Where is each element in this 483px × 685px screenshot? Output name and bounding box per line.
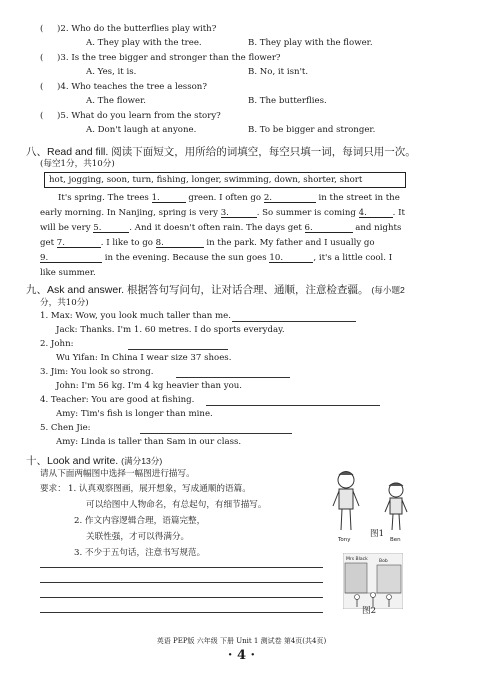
answer-line[interactable] bbox=[206, 405, 380, 406]
fig2-label-mrs-black: Mrs Black bbox=[346, 557, 368, 562]
section-9-header bbox=[26, 282, 405, 297]
figure-1-label: 图1 bbox=[370, 529, 385, 539]
section-number: 九、 bbox=[26, 284, 47, 296]
answer-paren[interactable]: ( ) bbox=[40, 53, 61, 63]
question-number: 4 bbox=[60, 82, 66, 92]
option-b: B. No, it isn't. bbox=[248, 67, 309, 77]
section-score: (每小题2 bbox=[371, 285, 405, 295]
boy-short-figure bbox=[385, 483, 407, 530]
passage-text: . So summer is coming bbox=[256, 208, 359, 218]
dialogue-answer: Amy: Linda is taller than Sam in our class. bbox=[56, 437, 242, 447]
section-number: 十、 bbox=[26, 455, 47, 467]
question-stem: Who teaches the tree a lesson? bbox=[71, 82, 207, 92]
dialogue-answer: Wu Yifan: In China I wear size 37 shoes. bbox=[56, 353, 232, 363]
section-title-en: Ask and answer. bbox=[47, 284, 125, 296]
section-10-intro: 请从下面两幅图中选择一幅图进行描写。 bbox=[40, 469, 195, 479]
question-row: ( )2. Who do the butterflies play with? bbox=[40, 24, 217, 34]
fill-blank[interactable]: 9. bbox=[40, 253, 102, 263]
req-2: 2. 作文内容逻辑合理，语篇完整， bbox=[74, 516, 206, 526]
dialogue-question: 3. Jim: You look so strong. bbox=[40, 367, 154, 377]
passage-line bbox=[40, 223, 401, 233]
passage-text: in the evening. Because the sun goes bbox=[102, 253, 270, 263]
passage-line bbox=[40, 253, 392, 263]
question-number: 5 bbox=[60, 111, 66, 121]
fill-blank[interactable]: 8. bbox=[156, 238, 204, 248]
passage-line bbox=[40, 208, 405, 218]
fill-blank[interactable]: 3. bbox=[221, 208, 257, 218]
passage-text: in the park. My father and I usually go bbox=[203, 238, 375, 248]
option-a: A. They play with the tree. bbox=[86, 38, 202, 48]
passage-text: in the street in the bbox=[315, 193, 400, 203]
fill-blank[interactable]: 6. bbox=[305, 223, 353, 233]
dialogue-question: 1. Max: Wow, you look much taller than me. bbox=[40, 311, 231, 321]
passage-text: like summer. bbox=[40, 268, 96, 278]
question-row: ( )4. Who teaches the tree a lesson? bbox=[40, 82, 207, 92]
answer-line[interactable] bbox=[232, 321, 356, 322]
req-1b: 可以给图中人物命名，有总起句，有细节描写。 bbox=[86, 500, 267, 510]
section-score: (满分13分) bbox=[121, 456, 163, 466]
boy-tall-figure bbox=[333, 472, 359, 531]
passage-text: , it's a little cool. I bbox=[313, 253, 393, 263]
passage-line bbox=[40, 268, 96, 278]
dialogue-question: 2. John: bbox=[40, 339, 74, 349]
answer-line[interactable] bbox=[140, 433, 292, 434]
passage-text: It's spring. The trees bbox=[58, 193, 152, 203]
fig2-label-bob: Bob bbox=[379, 559, 388, 564]
dialogue-answer: John: I'm 56 kg. I'm 4 kg heavier than you. bbox=[56, 381, 243, 391]
fill-blank[interactable]: 2. bbox=[264, 193, 316, 203]
passage-text: early morning. In Nanjing, spring is very bbox=[40, 208, 221, 218]
section-title-zh: 根据答句写问句，让对话合理、通顺，注意检查疆。 bbox=[126, 284, 369, 296]
passage-text: . And it doesn't often rain. The days get bbox=[129, 223, 305, 233]
writing-line[interactable] bbox=[40, 582, 323, 583]
passage-text: . It bbox=[392, 208, 405, 218]
writing-line[interactable] bbox=[40, 567, 323, 568]
question-number: 3 bbox=[60, 53, 66, 63]
footer-text: 英语 PEP版 六年级 下册 Unit 1 测试卷 第4页(共4页) bbox=[156, 637, 327, 645]
section-title-en: Look and write. bbox=[47, 455, 119, 467]
fig1-name-tony: Tony bbox=[338, 537, 351, 543]
dialogue-question: 4. Teacher: You are good at fishing. bbox=[40, 395, 195, 405]
question-number: 2 bbox=[60, 24, 66, 34]
section-title-zh: 阅读下面短文，用所给的词填空，每空只填一词，每词只用一次。 bbox=[111, 146, 416, 158]
answer-paren[interactable]: ( ) bbox=[40, 82, 61, 92]
figure-2-illustration bbox=[343, 553, 403, 609]
section-10-header bbox=[26, 453, 162, 468]
writing-line[interactable] bbox=[40, 612, 323, 613]
question-stem: Is the tree bigger and stronger than the flower? bbox=[71, 53, 281, 63]
fill-blank[interactable]: 7. bbox=[57, 238, 101, 248]
question-row: ( )5. What do you learn from the story? bbox=[40, 111, 221, 121]
writing-line[interactable] bbox=[40, 597, 323, 598]
fill-blank[interactable]: 1. bbox=[152, 193, 186, 203]
answer-paren[interactable]: ( ) bbox=[40, 111, 61, 121]
requirements-label: 要求： bbox=[40, 484, 66, 494]
question-stem: What do you learn from the story? bbox=[71, 111, 221, 121]
option-a: A. The flower. bbox=[86, 96, 146, 106]
passage-text: get bbox=[40, 238, 57, 248]
passage-text: will be very bbox=[40, 223, 94, 233]
option-a: A. Yes, it is. bbox=[86, 67, 137, 77]
passage-line bbox=[40, 238, 375, 248]
answer-line[interactable] bbox=[128, 349, 228, 350]
passage-text: and nights bbox=[352, 223, 402, 233]
option-b: B. The butterflies. bbox=[248, 96, 327, 106]
section-number: 八、 bbox=[26, 146, 47, 158]
passage-text: . I like to go bbox=[100, 238, 156, 248]
answer-paren[interactable]: ( ) bbox=[40, 24, 61, 34]
dialogue-answer: Jack: Thanks. I'm 1. 60 metres. I do sports everyday. bbox=[56, 325, 285, 335]
passage-text: green. I often go bbox=[185, 193, 264, 203]
option-b: B. To be bigger and stronger. bbox=[248, 125, 376, 135]
question-stem: Who do the butterflies play with? bbox=[71, 24, 217, 34]
word-box: hot, jogging, soon, turn, fishing, longer, swimming, down, shorter, short bbox=[44, 172, 406, 188]
dialogue-question: 5. Chen Jie: bbox=[40, 423, 91, 433]
passage-line bbox=[58, 193, 400, 203]
fill-blank[interactable]: 4. bbox=[359, 208, 393, 218]
req-1: 1. 认真观察图画，展开想象，写成通顺的语篇。 bbox=[68, 484, 251, 494]
figure-2-label: 图2 bbox=[362, 606, 377, 616]
page-number: · 4 · bbox=[227, 648, 256, 663]
option-a: A. Don't laugh at anyone. bbox=[86, 125, 197, 135]
section-title-en: Read and fill. bbox=[47, 146, 109, 158]
question-row: ( )3. Is the tree bigger and stronger than the flower? bbox=[40, 53, 281, 63]
req-2b: 关联性强，才可以得满分。 bbox=[86, 532, 190, 542]
section-9-score-cont: 分，共10分) bbox=[40, 298, 89, 308]
req-3: 3. 不少于五句话，注意书写规范。 bbox=[74, 548, 206, 558]
answer-line[interactable] bbox=[176, 377, 290, 378]
fig1-name-ben: Ben bbox=[390, 537, 401, 543]
fill-blank[interactable]: 10. bbox=[269, 253, 313, 263]
dialogue-answer: Amy: Tim's fish is longer than mine. bbox=[56, 409, 213, 419]
section-8-score: (每空1分，共10分) bbox=[40, 159, 115, 169]
option-b: B. They play with the flower. bbox=[248, 38, 373, 48]
fill-blank[interactable]: 5. bbox=[93, 223, 129, 233]
